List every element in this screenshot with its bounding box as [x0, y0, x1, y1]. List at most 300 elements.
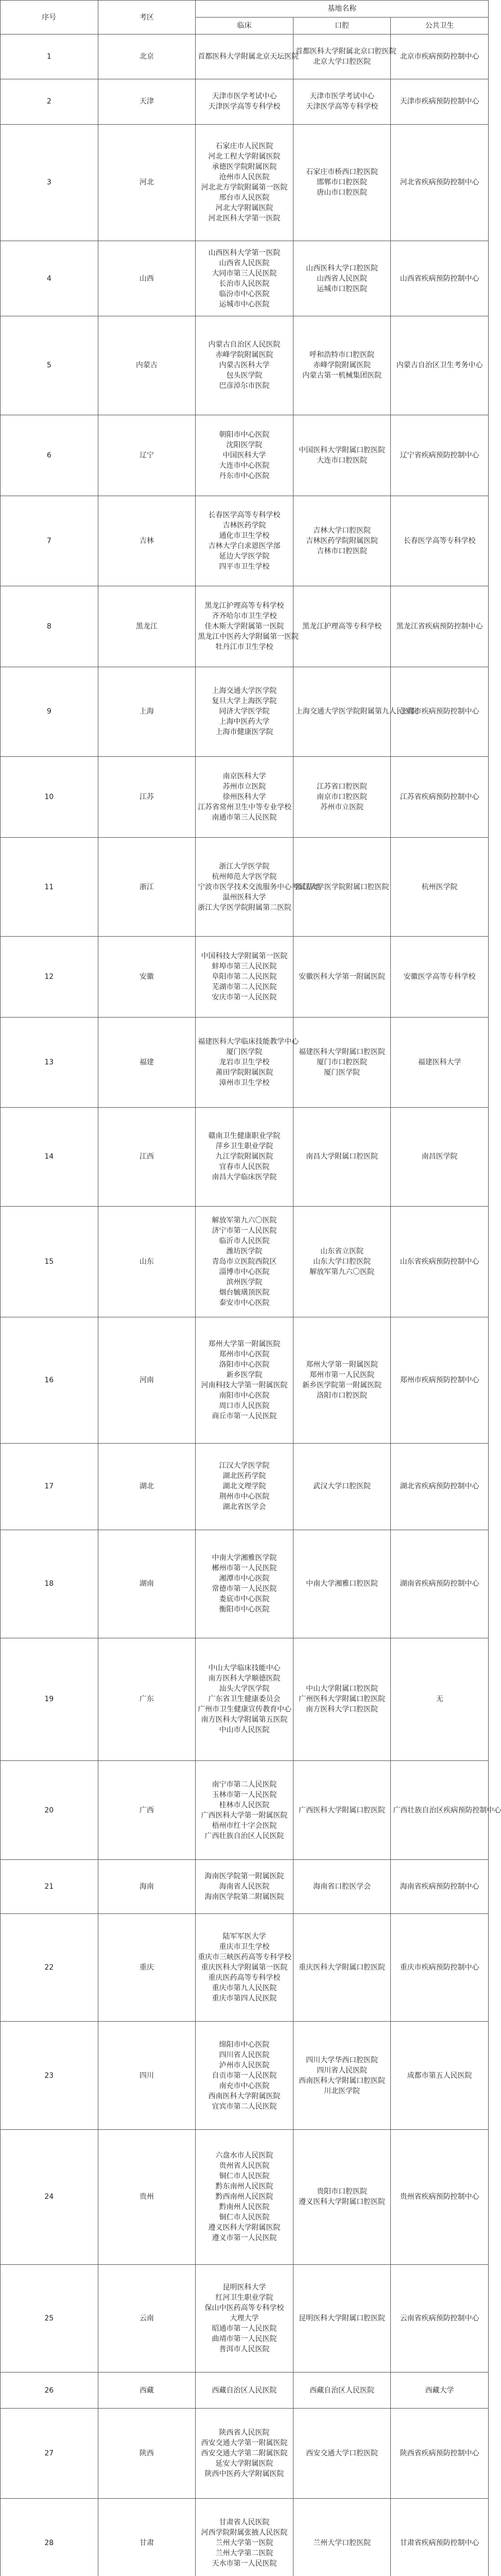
table-row	[1, 1206, 489, 1317]
row-region: 安徽	[98, 937, 196, 1018]
row-index: 7	[1, 496, 98, 586]
clinical-base-name: 河北大学附属医院	[215, 204, 273, 213]
dental-cell	[293, 2129, 391, 2264]
dental-base-name: 江苏省口腔医院	[317, 783, 368, 791]
row-region: 河南	[98, 1317, 196, 1443]
clinical-base-name: 南昌大学临床医学院	[212, 1173, 277, 1182]
header-clinical: 临床	[196, 18, 293, 35]
row-index: 5	[1, 316, 98, 415]
table-row	[1, 124, 489, 241]
dental-cell	[293, 937, 391, 1018]
clinical-base-name: 大同市第三人民医院	[212, 269, 277, 278]
table-row	[1, 2408, 489, 2498]
clinical-cell	[196, 2022, 293, 2129]
clinical-base-name: 湖北文理学院	[222, 1482, 266, 1491]
clinical-base-name: 通化市卫生学校	[219, 531, 270, 540]
clinical-base-name: 四平市卫生学校	[219, 562, 270, 571]
row-region: 上海	[98, 667, 196, 757]
clinical-base-name: 邢台市人民医院	[219, 194, 270, 202]
dental-base-name: 天津医学高等专科学校	[306, 103, 378, 111]
public-health-cell	[391, 1638, 489, 1761]
clinical-cell	[196, 316, 293, 415]
dental-base-name: 吉林大学口腔医院	[313, 526, 371, 535]
clinical-base-name: 黔东南州人民医院	[215, 2182, 273, 2191]
public-health-cell	[391, 2129, 489, 2264]
dental-base-name: 苏州市立医院	[320, 803, 364, 812]
clinical-base-name: 同济大学医学院	[219, 707, 270, 716]
public-health-base-name: 广西壮族自治区疾病预防控制中心	[393, 1806, 501, 1815]
row-index: 23	[1, 2022, 98, 2129]
public-health-base-name: 西藏大学	[425, 2386, 454, 2395]
clinical-base-name: 延安大学附属医院	[215, 2459, 273, 2468]
clinical-cell	[196, 586, 299, 667]
dental-base-name: 遵义医科大学附属口腔医院	[299, 2198, 386, 2207]
clinical-base-name: 广西壮族自治区人民医院	[204, 1832, 284, 1840]
row-region: 内蒙古	[98, 316, 196, 415]
clinical-base-name: 郴州市第一人民医院	[212, 1564, 277, 1573]
dental-base-name: 山西医科大学口腔医院	[306, 264, 378, 273]
dental-base-name: 四川大学华西口腔医院	[306, 2056, 378, 2064]
dental-base-name: 解放军第九六〇医院	[309, 1268, 375, 1277]
clinical-base-name: 江苏省常州卫生中等专业学校	[198, 803, 292, 812]
table-row	[1, 1761, 489, 1860]
table-row	[1, 1107, 489, 1206]
clinical-base-name: 湘潭市中心医院	[219, 1574, 270, 1583]
clinical-cell	[196, 1206, 293, 1317]
clinical-cell	[196, 124, 293, 241]
clinical-base-name: 福建医科大学临床技能教学中心	[198, 1038, 299, 1046]
dental-base-name: 郑州大学第一附属医院	[306, 1360, 378, 1369]
row-index: 12	[1, 937, 98, 1018]
dental-base-name: 福建医科大学附属口腔医院	[299, 1048, 386, 1057]
dental-base-name: 石家庄市桥西口腔医院	[306, 168, 378, 177]
clinical-base-name: 铜仁市人民医院	[219, 2172, 270, 2181]
public-health-base-name: 山西省疾病预防控制中心	[400, 274, 479, 283]
public-health-cell	[391, 1443, 489, 1530]
table-row	[1, 1317, 489, 1443]
clinical-base-name: 阜阳市第二人民医院	[212, 973, 277, 981]
dental-cell	[293, 667, 418, 757]
row-index: 14	[1, 1107, 98, 1206]
public-health-cell	[391, 79, 489, 124]
dental-cell	[293, 757, 391, 838]
clinical-base-name: 河北医科大学第一医院	[208, 214, 281, 223]
public-health-cell	[391, 2022, 489, 2129]
clinical-base-name: 天水市第一人民医院	[212, 2560, 277, 2568]
public-health-cell	[391, 496, 489, 586]
clinical-base-name: 大理大学	[230, 2314, 259, 2323]
public-health-base-name: 北京市疾病预防控制中心	[400, 53, 479, 61]
dental-base-name: 赤峰学院附属医院	[313, 361, 371, 370]
table-row	[1, 1443, 489, 1530]
clinical-base-name: 河南科技大学第一附属医院	[201, 1381, 288, 1389]
dental-base-name: 首都医科大学附属北京口腔医院	[295, 47, 396, 56]
clinical-base-name: 漳州市卫生学校	[219, 1079, 270, 1088]
dental-base-name: 山东省立医院	[320, 1247, 364, 1256]
row-region: 甘肃	[98, 2498, 196, 2576]
clinical-base-name: 玉林市第一人民医院	[212, 1790, 277, 1799]
row-region: 江西	[98, 1107, 196, 1206]
clinical-base-name: 河西学院附属张掖人民医院	[201, 2529, 288, 2537]
clinical-base-name: 长春医学高等专科学校	[208, 511, 281, 519]
public-health-base-name: 安徽医学高等专科学校	[403, 973, 476, 981]
dental-base-name: 中南大学湘雅口腔医院	[306, 1580, 378, 1588]
clinical-base-name: 广西医科大学第一附属医院	[201, 1811, 288, 1820]
clinical-base-name: 西安交通大学第二附属医院	[201, 2449, 288, 2458]
dental-base-name: 内蒙古第一机械集团医院	[302, 371, 382, 380]
dental-base-name: 吉林市口腔医院	[317, 547, 368, 555]
dental-cell	[293, 35, 396, 79]
dental-cell	[293, 1206, 391, 1317]
clinical-base-name: 石家庄市人民医院	[215, 142, 273, 151]
dental-base-name: 黑龙江护理高等专科学校	[302, 622, 382, 631]
clinical-cell	[196, 2372, 293, 2409]
public-health-base-name: 无	[436, 1695, 443, 1704]
table-row	[1, 838, 489, 937]
clinical-base-name: 牡丹江市卫生学校	[215, 642, 273, 651]
clinical-base-name: 青岛市立医院西院区	[212, 1258, 277, 1266]
clinical-cell	[196, 2264, 293, 2372]
dental-cell	[293, 1860, 391, 1914]
dental-base-name: 重庆医科大学附属口腔医院	[299, 1963, 386, 1972]
clinical-cell	[196, 1761, 293, 1860]
dental-base-name: 洛阳市口腔医院	[317, 1391, 368, 1400]
clinical-cell	[196, 667, 293, 757]
clinical-cell	[196, 415, 293, 496]
dental-cell	[293, 1638, 391, 1761]
table-row	[1, 2129, 489, 2264]
clinical-base-name: 上海中医药大学	[219, 718, 270, 726]
table-row	[1, 757, 489, 838]
dental-base-name: 安徽医科大学第一附属医院	[299, 973, 386, 981]
clinical-base-name: 包头医学院	[226, 371, 263, 380]
clinical-base-name: 四川省人民医院	[219, 2050, 270, 2059]
row-index: 2	[1, 79, 98, 124]
dental-cell	[293, 316, 391, 415]
dental-base-name: 呼和浩特市口腔医院	[309, 351, 375, 360]
clinical-base-name: 郑州市中心医院	[219, 1350, 270, 1359]
row-region: 黑龙江	[98, 586, 196, 667]
public-health-cell	[391, 2498, 489, 2576]
clinical-cell	[196, 2129, 293, 2264]
table-row	[1, 2022, 489, 2129]
clinical-base-name: 赤峰学院附属医院	[215, 351, 273, 360]
clinical-base-name: 潍坊医学院	[226, 1247, 263, 1256]
row-index: 1	[1, 35, 98, 79]
clinical-base-name: 六盘水市人民医院	[215, 2151, 273, 2160]
clinical-base-name: 重庆市三峡医药高等专科学校	[198, 1953, 292, 1962]
clinical-base-name: 内蒙古医科大学	[219, 361, 270, 370]
clinical-base-name: 遵义市第一人民医院	[212, 2234, 277, 2243]
public-health-cell	[391, 1317, 489, 1443]
public-health-cell	[391, 1860, 489, 1914]
clinical-base-name: 龙岩市卫生学校	[219, 1058, 270, 1067]
clinical-base-name: 广州市卫生健康宣传教育中心	[198, 1705, 292, 1714]
clinical-base-name: 黔南州人民医院	[219, 2203, 270, 2212]
clinical-cell	[196, 1530, 293, 1638]
clinical-cell	[196, 2408, 293, 2498]
clinical-base-name: 商丘市第一人民医院	[212, 1412, 277, 1420]
clinical-cell	[196, 35, 299, 79]
dental-base-name: 四川省人民医院	[317, 2066, 368, 2075]
row-region: 吉林	[98, 496, 196, 586]
public-health-cell	[391, 1761, 501, 1860]
clinical-base-name: 宜宾市第二人民医院	[212, 2102, 277, 2111]
clinical-base-name: 泸州市人民医院	[219, 2061, 270, 2070]
table-row	[1, 316, 489, 415]
row-region: 福建	[98, 1018, 196, 1108]
public-health-cell	[391, 35, 489, 79]
public-health-cell	[391, 586, 489, 667]
clinical-base-name: 红河卫生职业学院	[215, 2293, 273, 2302]
dental-base-name: 中国医科大学附属口腔医院	[299, 446, 386, 454]
clinical-cell	[196, 241, 293, 316]
clinical-base-name: 解放军第九六〇医院	[212, 1216, 277, 1225]
row-index: 25	[1, 2264, 98, 2372]
table-row	[1, 586, 489, 667]
clinical-base-name: 娄底市中心医院	[219, 1595, 270, 1604]
public-health-base-name: 山东省疾病预防控制中心	[400, 1258, 479, 1266]
dental-cell	[293, 1913, 391, 2021]
clinical-cell	[196, 1443, 293, 1530]
dental-base-name: 西安交通大学口腔医院	[306, 2449, 378, 2458]
dental-cell	[293, 1107, 391, 1206]
table-row	[1, 2264, 489, 2372]
row-region: 河北	[98, 124, 196, 241]
clinical-base-name: 南充市中心医院	[219, 2081, 270, 2090]
clinical-base-name: 河北北方学院附属第一医院	[201, 183, 288, 192]
public-health-base-name: 云南省疾病预防控制中心	[400, 2314, 479, 2323]
clinical-base-name: 南阳市中心医院	[219, 1391, 270, 1400]
public-health-base-name: 河北省疾病预防控制中心	[400, 178, 479, 187]
row-index: 10	[1, 757, 98, 838]
clinical-base-name: 昭通市第一人民医院	[212, 2324, 277, 2333]
clinical-base-name: 浙江大学医学院附属第二医院	[198, 903, 292, 912]
clinical-base-name: 吉林大学白求恩医学部	[208, 541, 281, 550]
dental-cell	[293, 838, 391, 937]
public-health-base-name: 湖南省疾病预防控制中心	[400, 1580, 479, 1588]
dental-cell	[293, 415, 391, 496]
dental-base-name: 天津市医学考试中心	[309, 92, 375, 101]
clinical-base-name: 承德医学院附属医院	[212, 163, 277, 172]
table-header	[1, 1, 489, 35]
dental-base-name: 海南省口腔医学会	[313, 1883, 371, 1891]
row-region: 辽宁	[98, 415, 196, 496]
row-region: 西藏	[98, 2372, 196, 2409]
table-row	[1, 35, 489, 79]
clinical-base-name: 自贡市第一人民医院	[212, 2071, 277, 2080]
clinical-base-name: 泰安市中心医院	[219, 1299, 270, 1308]
dental-base-name: 厦门市口腔医院	[317, 1058, 368, 1067]
clinical-base-name: 重庆医科大学附属第一医院	[201, 1963, 288, 1972]
clinical-base-name: 南通市第三人民医院	[212, 814, 277, 822]
row-region: 广西	[98, 1761, 196, 1860]
clinical-base-name: 梧州市红十字会医院	[212, 1821, 277, 1830]
table-row	[1, 241, 489, 316]
clinical-cell	[196, 1860, 293, 1914]
row-region: 广东	[98, 1638, 196, 1761]
table-row	[1, 415, 489, 496]
row-index: 21	[1, 1860, 98, 1914]
clinical-base-name: 黑龙江中医药大学附属第一医院	[198, 632, 299, 641]
clinical-base-name: 厦门医学院	[226, 1048, 263, 1057]
row-region: 山西	[98, 241, 196, 316]
clinical-base-name: 常德市第一人民医院	[212, 1585, 277, 1594]
dental-cell	[293, 1443, 391, 1530]
row-region: 天津	[98, 79, 196, 124]
clinical-base-name: 中南大学湘雅医学院	[212, 1554, 277, 1563]
clinical-base-name: 天津市医学考试中心	[212, 92, 277, 101]
clinical-base-name: 中国科技大学附属第一医院	[201, 952, 288, 961]
clinical-base-name: 内蒙古自治区人民医院	[208, 341, 281, 349]
dental-base-name: 山西省人民医院	[317, 274, 368, 283]
dental-base-name: 北京大学口腔医院	[313, 58, 371, 66]
table-row	[1, 667, 489, 757]
clinical-base-name: 重庆市卫生学校	[219, 1943, 270, 1952]
table-row	[1, 1530, 489, 1638]
public-health-base-name: 江苏省疾病预防控制中心	[400, 793, 479, 802]
clinical-cell	[196, 1107, 293, 1206]
clinical-base-name: 重庆市第九人民医院	[212, 1984, 277, 1993]
public-health-cell	[391, 1018, 489, 1108]
clinical-base-name: 安庆市第一人民医院	[212, 993, 277, 1002]
public-health-cell	[391, 415, 489, 496]
clinical-base-name: 天津医学高等专科学校	[208, 103, 281, 111]
dental-base-name: 上海交通大学医学院附属第九人民医院	[295, 707, 418, 716]
public-health-base-name: 甘肃省疾病预防控制中心	[400, 2539, 479, 2548]
clinical-cell	[196, 757, 293, 838]
public-health-cell	[391, 838, 489, 937]
clinical-base-name: 普洱市人民医院	[219, 2345, 270, 2353]
row-index: 27	[1, 2408, 98, 2498]
dental-base-name: 大连市口腔医院	[317, 456, 368, 465]
dental-base-name: 中山大学附属口腔医院	[306, 1685, 378, 1693]
clinical-base-name: 复旦大学上海医学院	[212, 697, 277, 706]
row-index: 26	[1, 2372, 98, 2409]
public-health-base-name: 天津市疾病预防控制中心	[400, 97, 479, 106]
row-region: 北京	[98, 35, 196, 79]
header-group: 基地名称	[196, 1, 489, 18]
clinical-base-name: 丹东市中心医院	[219, 471, 270, 480]
public-health-base-name: 郑州市疾病预防控制中心	[400, 1376, 479, 1384]
dental-base-name: 兰州大学口腔医院	[313, 2539, 371, 2548]
clinical-base-name: 沧州市人民医院	[219, 173, 270, 182]
public-health-base-name: 陕西省疾病预防控制中心	[400, 2449, 479, 2458]
clinical-base-name: 西安交通大学第一附属医院	[201, 2438, 288, 2447]
table-body	[1, 35, 501, 2576]
clinical-base-name: 南京医科大学	[222, 772, 266, 781]
clinical-base-name: 九江学院附属医院	[215, 1153, 273, 1161]
row-region: 湖北	[98, 1443, 196, 1530]
dental-base-name: 西藏自治区人民医院	[309, 2386, 375, 2395]
row-region: 四川	[98, 2022, 196, 2129]
clinical-base-name: 上海市健康医学院	[215, 728, 273, 737]
table-row	[1, 1860, 489, 1914]
row-index: 9	[1, 667, 98, 757]
public-health-cell	[391, 667, 489, 757]
public-health-base-name: 海南省疾病预防控制中心	[400, 1883, 479, 1891]
header-public-health: 公共卫生	[391, 18, 489, 35]
row-index: 4	[1, 241, 98, 316]
clinical-cell	[196, 937, 293, 1018]
dental-base-name: 西南医科大学附属口腔医院	[299, 2076, 386, 2085]
public-health-cell	[391, 1206, 489, 1317]
row-index: 28	[1, 2498, 98, 2576]
clinical-base-name: 沈阳医学院	[226, 440, 263, 449]
dental-base-name: 郑州市第一人民医院	[309, 1370, 375, 1379]
clinical-base-name: 遵义医科大学附属医院	[208, 2224, 281, 2232]
dental-cell	[293, 79, 391, 124]
clinical-base-name: 吉林医药学院	[222, 521, 266, 530]
clinical-base-name: 山西医科大学第一医院	[208, 248, 281, 257]
public-health-base-name: 长春医学高等专科学校	[403, 536, 476, 545]
clinical-base-name: 南方医科大学顺德医院	[208, 1674, 281, 1683]
dental-base-name: 唐山市口腔医院	[317, 189, 368, 197]
public-health-base-name: 内蒙古自治区卫生考务中心	[396, 361, 483, 370]
clinical-base-name: 铜仁市人民医院	[219, 2213, 270, 2222]
clinical-base-name: 绵阳市中心医院	[219, 2040, 270, 2049]
clinical-base-name: 运城市中心医院	[219, 300, 270, 309]
clinical-base-name: 莆田学院附属医院	[215, 1069, 273, 1077]
dental-cell	[293, 1317, 391, 1443]
clinical-base-name: 中山大学临床技能中心	[208, 1664, 281, 1673]
public-health-cell	[391, 316, 489, 415]
dental-base-name: 南方医科大学口腔医院	[306, 1705, 378, 1714]
clinical-cell	[196, 1638, 293, 1761]
clinical-base-name: 周口市人民医院	[219, 1401, 270, 1410]
dental-base-name: 邯郸市口腔医院	[317, 178, 368, 187]
clinical-base-name: 昆明医科大学	[222, 2283, 266, 2292]
clinical-base-name: 洛阳市中心医院	[219, 1360, 270, 1369]
dental-base-name: 吉林医药学院附属医院	[306, 536, 378, 545]
row-index: 20	[1, 1761, 98, 1860]
public-health-cell	[391, 757, 489, 838]
clinical-base-name: 临汾市中心医院	[219, 290, 270, 298]
clinical-cell	[196, 2498, 293, 2576]
dental-cell	[293, 1018, 391, 1108]
clinical-base-name: 贵州省人民医院	[219, 2162, 270, 2171]
dental-cell	[293, 124, 391, 241]
table-row	[1, 1638, 489, 1761]
header-row-1	[1, 1, 489, 18]
clinical-cell	[196, 838, 321, 937]
row-index: 19	[1, 1638, 98, 1761]
clinical-base-name: 巴彦淖尔市医院	[219, 382, 270, 391]
header-dental: 口腔	[293, 18, 391, 35]
public-health-cell	[391, 124, 489, 241]
clinical-base-name: 温州医科大学	[222, 893, 266, 902]
clinical-base-name: 苏州市立医院	[222, 783, 266, 791]
clinical-base-name: 宜春市人民医院	[219, 1163, 270, 1172]
public-health-base-name: 湖北省疾病预防控制中心	[400, 1482, 479, 1491]
public-health-base-name: 黑龙江省疾病预防控制中心	[396, 622, 483, 631]
public-health-base-name: 成都市第五人民医院	[407, 2071, 472, 2080]
clinical-base-name: 甘肃省人民医院	[219, 2518, 270, 2527]
row-region: 江苏	[98, 757, 196, 838]
clinical-base-name: 宁波市医学技术交流服务中心考试基地	[198, 883, 321, 891]
public-health-base-name: 福建医科大学	[418, 1058, 461, 1067]
table-row	[1, 2498, 489, 2576]
header-region: 考区	[98, 1, 196, 35]
clinical-base-name: 陆军军医大学	[222, 1933, 266, 1941]
row-region: 云南	[98, 2264, 196, 2372]
dental-base-name: 昆明医科大学附属口腔医院	[299, 2314, 386, 2323]
dental-cell	[293, 2022, 391, 2129]
clinical-cell	[196, 1317, 293, 1443]
row-region: 贵州	[98, 2129, 196, 2264]
clinical-base-name: 海南医学院第一附属医院	[204, 1872, 284, 1881]
dental-base-name: 广西医科大学附属口腔医院	[299, 1806, 386, 1815]
